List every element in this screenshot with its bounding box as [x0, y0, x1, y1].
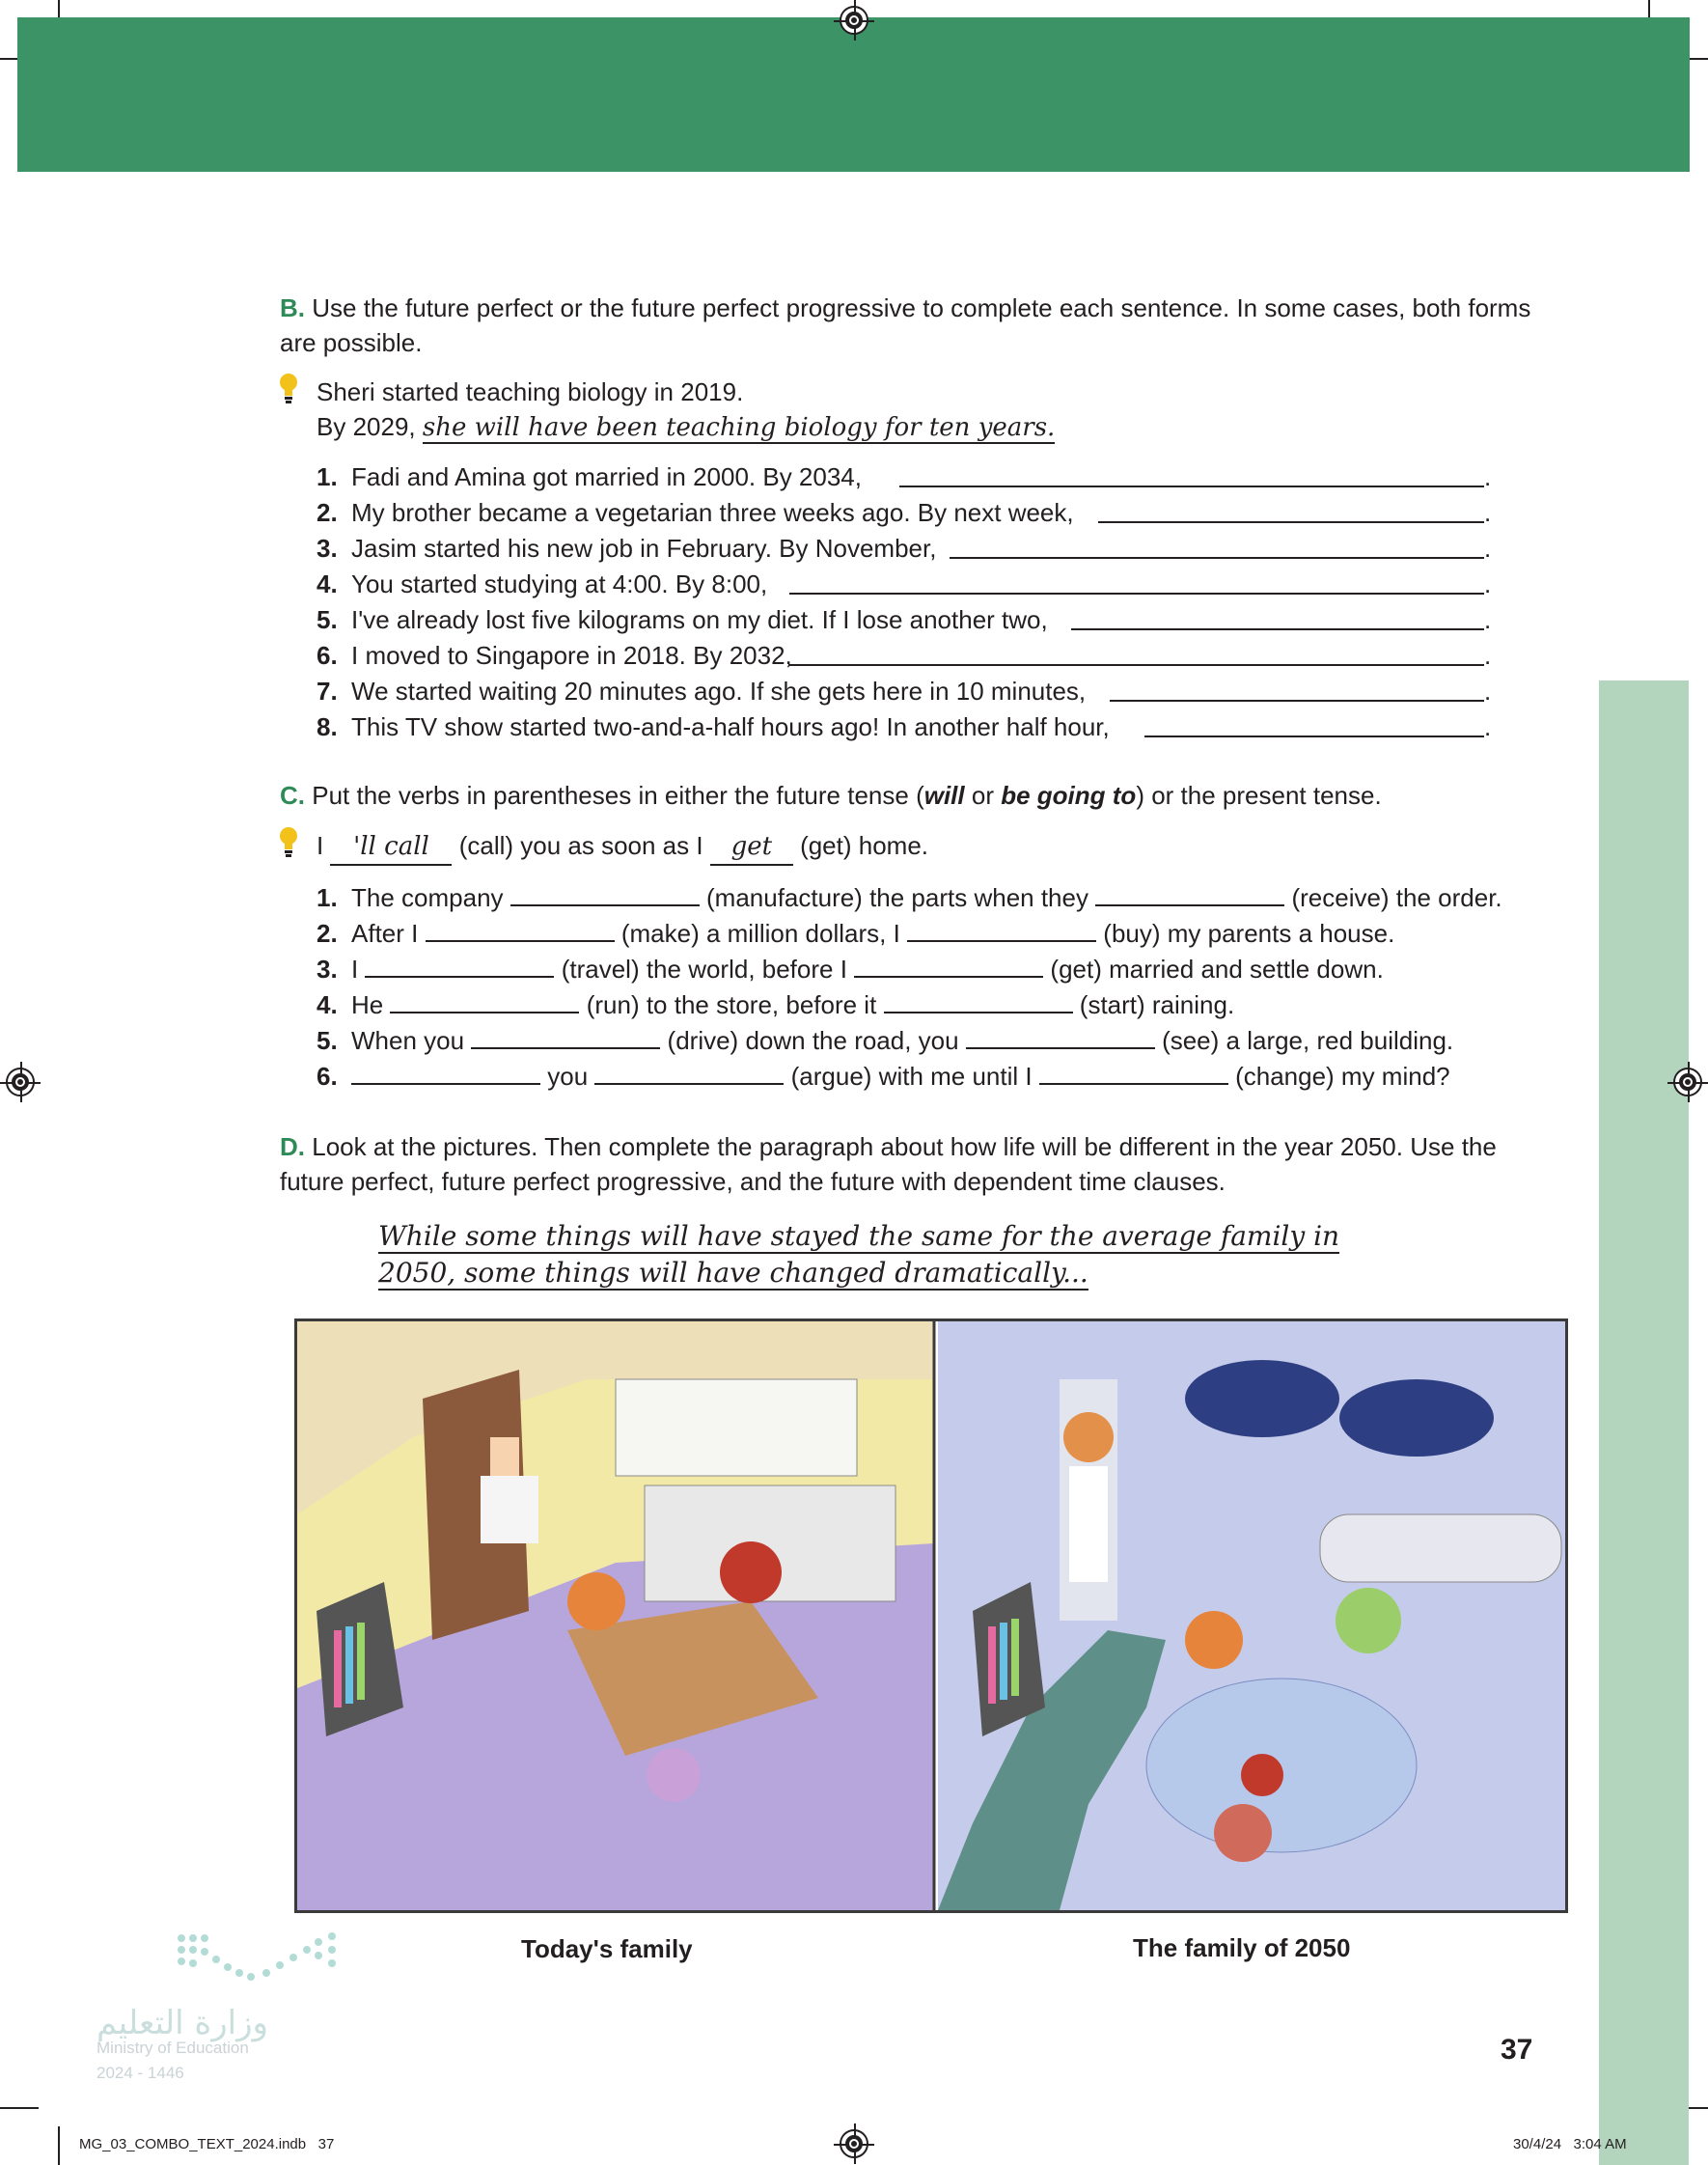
answer-blank[interactable] [1144, 736, 1484, 737]
answer-blank[interactable] [966, 1020, 1155, 1049]
end-period: . [1484, 534, 1492, 563]
example-answer-2: get [710, 829, 793, 866]
section-d-answer [378, 1218, 1339, 1291]
end-period: . [1484, 641, 1492, 670]
answer-blank[interactable] [789, 664, 1484, 666]
item-text: (manufacture) the parts when they [706, 883, 1088, 912]
item-text: When you [351, 1026, 465, 1055]
answer-blank[interactable] [594, 1056, 784, 1085]
section-b-instruction-line2: In some cases, both forms are possible. [280, 293, 1531, 357]
item-text: After I [351, 919, 419, 948]
item-number: 8. [317, 712, 338, 741]
answer-blank[interactable] [1039, 1056, 1228, 1085]
footer-file-info: MG_03_COMBO_TEXT_2024.indb 37 [79, 2136, 335, 2152]
item-text: (travel) the world, before I [561, 955, 847, 984]
list-item [317, 459, 1532, 495]
item-text: This TV show started two-and-a-half hours ago! In another half hour, [351, 712, 1110, 741]
answer-line-1: While some things will have stayed the same for the average family in [378, 1220, 1340, 1252]
item-number: 5. [317, 1026, 338, 1055]
list-item [317, 674, 1532, 709]
end-period: . [1484, 677, 1492, 706]
item-text: (get) married and settle down. [1050, 955, 1384, 984]
item-text: (drive) down the road, you [667, 1026, 959, 1055]
list-item [317, 949, 1532, 985]
list-item [317, 567, 1532, 602]
section-d-instruction-line2: Use the future perfect, future perfect progressive, and the future with dependent time clauses. [280, 1132, 1497, 1196]
item-text: I've already lost five kilograms on my diet. If I lose another two, [351, 605, 1048, 634]
answer-blank[interactable] [950, 557, 1484, 559]
item-text: The company [351, 883, 504, 912]
list-item [317, 985, 1532, 1020]
instruction-pre: Put the verbs in parentheses in either the future tense ( [312, 781, 924, 810]
end-period: . [1484, 569, 1492, 598]
answer-blank[interactable] [510, 877, 700, 906]
lightbulb-icon [278, 826, 299, 859]
section-b-example [317, 375, 1474, 445]
item-number: 2. [317, 498, 338, 527]
answer-blank[interactable] [1071, 628, 1484, 630]
caption-family-2050: The family of 2050 [1133, 1933, 1351, 1962]
item-number: 1. [317, 883, 338, 912]
answer-blank[interactable] [471, 1020, 660, 1049]
item-number: 3. [317, 955, 338, 984]
item-text: (receive) the order. [1291, 883, 1502, 912]
keyword-be-going-to: be going to [1001, 781, 1137, 810]
registration-mark-icon [6, 1068, 35, 1096]
crop-mark [0, 2107, 39, 2109]
list-item [317, 602, 1532, 638]
header-banner [17, 17, 1690, 172]
item-text: (start) raining. [1079, 990, 1235, 1019]
section-b-instruction [280, 291, 1534, 360]
footer-date: 30/4/24 3:04 AM [1513, 2136, 1627, 2152]
section-b-instruction-line1: Use the future perfect or the future perfect progressive to complete each sentence. [312, 293, 1230, 322]
example-end: (get) home. [800, 831, 929, 860]
list-item [317, 877, 1532, 913]
item-text: (run) to the store, before it [586, 990, 877, 1019]
list-item [317, 638, 1532, 674]
answer-blank[interactable] [854, 949, 1043, 978]
example-answer: she will have been teaching biology for ten years. [422, 413, 1056, 442]
item-text: We started waiting 20 minutes ago. If she gets here in 10 minutes, [351, 677, 1087, 706]
answer-blank[interactable] [1095, 877, 1284, 906]
list-item [317, 709, 1532, 745]
family-illustration [294, 1318, 1568, 1913]
item-text: (buy) my parents a house. [1103, 919, 1395, 948]
section-b-items [317, 459, 1532, 745]
item-number: 5. [317, 605, 338, 634]
end-period: . [1484, 498, 1492, 527]
item-text: Fadi and Amina got married in 2000. By 2034, [351, 462, 862, 491]
item-text: You started studying at 4:00. By 8:00, [351, 569, 768, 598]
instruction-or: or [964, 781, 1002, 810]
answer-blank[interactable] [1110, 700, 1484, 702]
item-text: (see) a large, red building. [1162, 1026, 1454, 1055]
example-lead: By 2029, [317, 412, 416, 441]
answer-blank[interactable] [390, 985, 579, 1013]
end-period: . [1484, 462, 1492, 491]
list-item [317, 1056, 1532, 1092]
item-text: (argue) with me until I [790, 1062, 1033, 1091]
item-text: I [351, 955, 359, 984]
item-text: My brother became a vegetarian three weeks ago. By next week, [351, 498, 1074, 527]
ministry-name-english: Ministry of Education [96, 2039, 249, 2057]
ministry-logo-icon [174, 1930, 347, 1988]
ministry-name-arabic: وزارة التعليم [96, 2004, 268, 2042]
answer-blank[interactable] [907, 913, 1096, 942]
section-c-example [317, 828, 928, 866]
answer-blank[interactable] [884, 985, 1073, 1013]
item-number: 4. [317, 569, 338, 598]
item-text: Jasim started his new job in February. By November, [351, 534, 937, 563]
list-item [317, 913, 1532, 949]
section-d-letter: D. [280, 1132, 305, 1161]
item-number: 7. [317, 677, 338, 706]
item-number: 2. [317, 919, 338, 948]
section-c-letter: C. [280, 781, 305, 810]
item-number: 6. [317, 1062, 338, 1091]
keyword-will: will [923, 781, 965, 810]
section-c-instruction [280, 778, 1554, 813]
family-illustration-art [297, 1321, 1565, 1910]
example-answer-1: 'll call [330, 829, 452, 866]
item-text: (change) my mind? [1235, 1062, 1450, 1091]
section-b-letter: B. [280, 293, 305, 322]
instruction-post: ) or the present tense. [1136, 781, 1382, 810]
crop-mark [58, 2126, 60, 2165]
section-d-instruction [280, 1129, 1554, 1199]
answer-blank[interactable] [426, 913, 615, 942]
answer-blank[interactable] [789, 593, 1484, 595]
list-item [317, 495, 1532, 531]
registration-mark-icon [840, 6, 868, 35]
registration-mark-icon [1673, 1068, 1702, 1096]
item-number: 6. [317, 641, 338, 670]
section-d-instruction-line1: Look at the pictures. Then complete the paragraph about how life will be different in the year 2050. [312, 1132, 1403, 1161]
item-number: 1. [317, 462, 338, 491]
section-c-items [317, 877, 1532, 1092]
side-band [1599, 680, 1689, 2165]
example-prompt: Sheri started teaching biology in 2019. [317, 377, 744, 406]
list-item [317, 531, 1532, 567]
caption-todays-family: Today's family [521, 1934, 693, 1963]
lightbulb-icon [278, 373, 299, 405]
end-period: . [1484, 605, 1492, 634]
item-text: (make) a million dollars, I [620, 919, 900, 948]
item-number: 3. [317, 534, 338, 563]
end-period: . [1484, 712, 1492, 741]
answer-blank[interactable] [1098, 521, 1484, 523]
answer-blank[interactable] [351, 1056, 540, 1085]
answer-line-2: 2050, some things will have changed dramatically... [378, 1257, 1088, 1289]
example-answer-line [317, 409, 1474, 445]
answer-blank[interactable] [365, 949, 554, 978]
item-number: 4. [317, 990, 338, 1019]
example-i: I [317, 831, 324, 860]
item-text: He [351, 990, 384, 1019]
item-text: I moved to Singapore in 2018. By 2032, [351, 641, 792, 670]
page-number: 37 [1501, 2034, 1533, 2066]
ministry-year: 2024 - 1446 [96, 2064, 184, 2082]
example-mid: (call) you as soon as I [458, 831, 703, 860]
list-item [317, 1020, 1532, 1056]
registration-mark-icon [840, 2129, 868, 2158]
answer-blank[interactable] [899, 486, 1484, 487]
item-text: you [547, 1062, 589, 1091]
